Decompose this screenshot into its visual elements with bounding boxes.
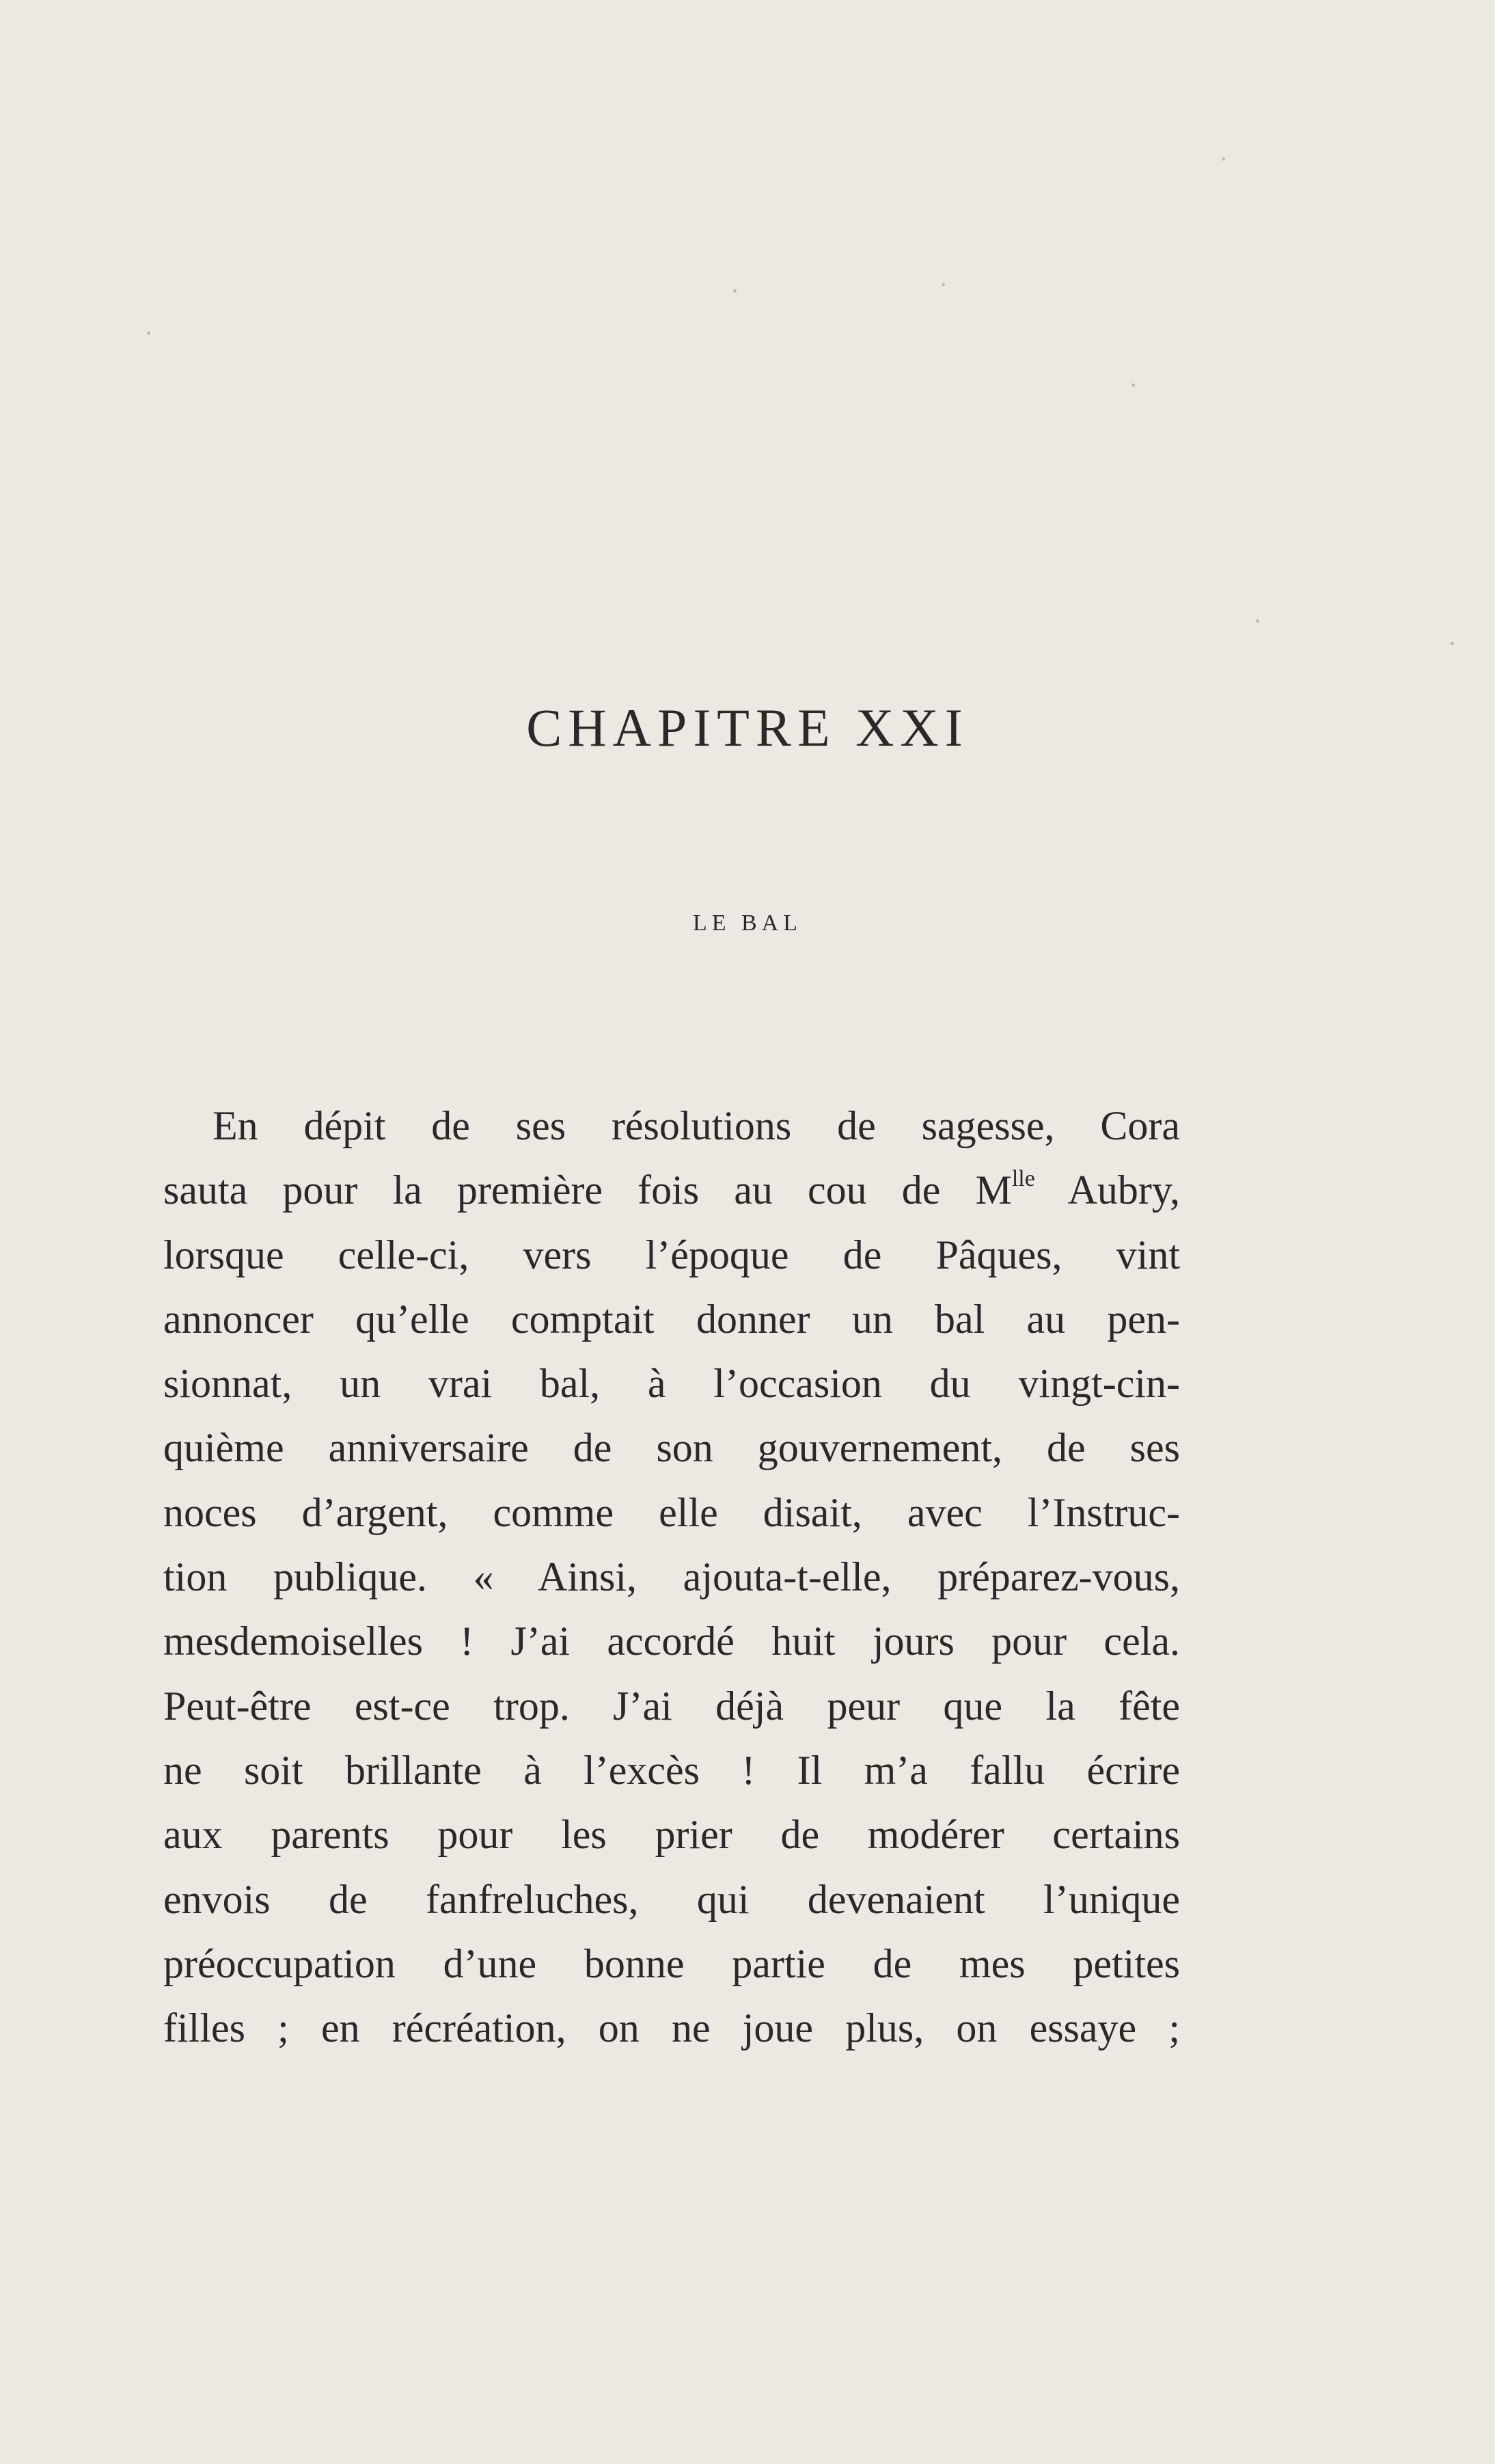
paper-speck bbox=[1256, 619, 1259, 623]
chapter-title: CHAPITRE XXI bbox=[526, 698, 969, 757]
superscript-abbreviation: lle bbox=[1011, 1166, 1035, 1192]
text-line: noces d’argent, comme elle disait, avec l’Instruc- bbox=[163, 1489, 1180, 1535]
text-line-part: Aubry, bbox=[1034, 1167, 1181, 1213]
text-line: ne soit brillante à l’excès ! Il m’a fallu écrire bbox=[163, 1747, 1180, 1793]
chapter-subtitle: LE BAL bbox=[692, 910, 803, 936]
paper-speck bbox=[1131, 383, 1135, 387]
text-line: sionnat, un vrai bal, à l’occasion du vingt-cin- bbox=[163, 1361, 1180, 1407]
body-paragraph bbox=[163, 1094, 1180, 2060]
text-line: tion publique. « Ainsi, ajouta-t-elle, préparez-vous, bbox=[163, 1554, 1180, 1600]
text-line-part: sauta pour la première fois au cou de M bbox=[163, 1167, 1012, 1213]
text-line: envois de fanfreluches, qui devenaient l’unique bbox=[163, 1876, 1180, 1922]
text-line: En dépit de ses résolutions de sagesse, Cora bbox=[212, 1103, 1180, 1148]
text-line: filles ; en récréation, on ne joue plus, on essaye ; bbox=[163, 2005, 1180, 2051]
text-line: annoncer qu’elle comptait donner un bal au pen- bbox=[163, 1296, 1180, 1342]
paper-speck bbox=[147, 331, 150, 335]
text-line: préoccupation d’une bonne partie de mes petites bbox=[163, 1940, 1180, 1986]
text-line: aux parents pour les prier de modérer certains bbox=[163, 1812, 1180, 1858]
paper-speck bbox=[733, 289, 737, 293]
paper-speck bbox=[942, 283, 945, 286]
text-line bbox=[163, 1158, 1180, 1222]
paper-speck bbox=[1222, 157, 1225, 161]
paper-speck bbox=[1451, 642, 1454, 645]
text-line: lorsque celle-ci, vers l’époque de Pâques, vint bbox=[163, 1232, 1180, 1277]
text-line: Peut-être est-ce trop. J’ai déjà peur que la fête bbox=[163, 1683, 1180, 1729]
text-line: mesdemoiselles ! J’ai accordé huit jours pour cela. bbox=[163, 1619, 1180, 1664]
text-line: quième anniversaire de son gouvernement, de ses bbox=[163, 1425, 1180, 1471]
